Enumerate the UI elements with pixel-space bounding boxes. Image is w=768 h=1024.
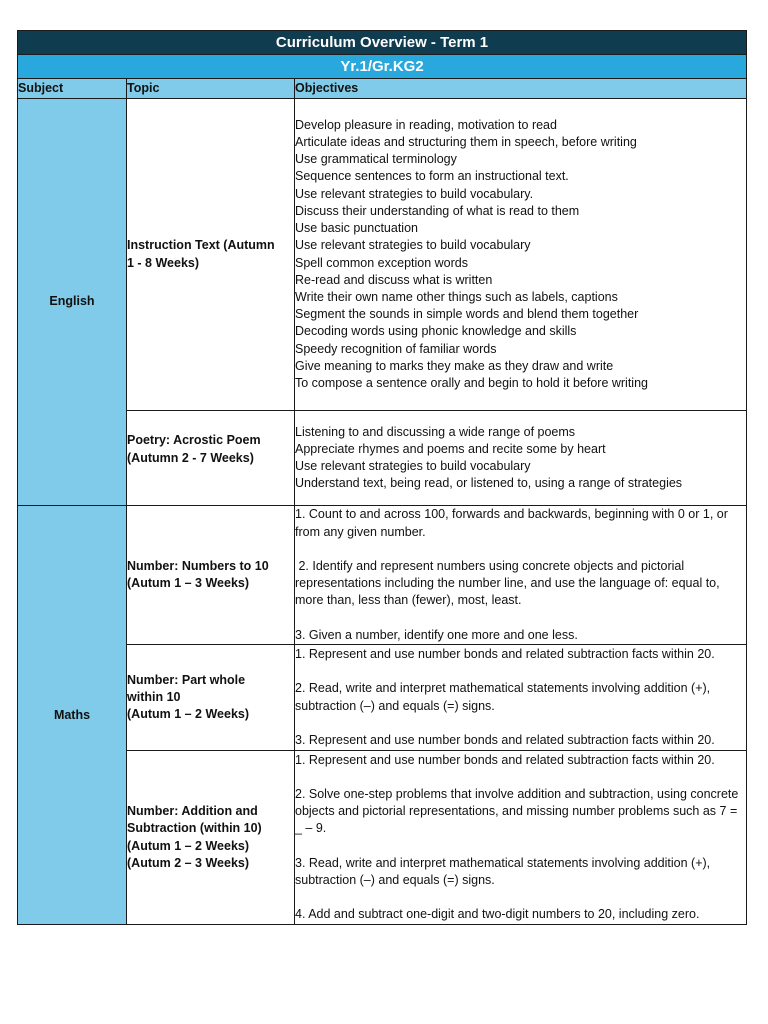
objectives-cell [295,506,747,645]
subject-name: Maths [53,707,91,722]
objective-item: Develop pleasure in reading, motivation to read [295,117,557,132]
subject-name: English [49,294,95,309]
table-row [18,645,747,751]
objective-item: 3. Given a number, identify one more and one less. [295,627,578,642]
objectives-cell [295,411,747,506]
grade-bar [18,55,747,79]
objective-item: Use relevant strategies to build vocabulary [295,459,531,474]
column-header-topic: Topic [127,79,295,99]
topic-title-line: (Autumn 2 - 7 Weeks) [127,450,254,465]
table-row [18,506,747,645]
topic-title-line: within 10 [127,690,181,705]
objective-item: Decoding words using phonic knowledge and skills [295,324,577,339]
objective-item: Write their own name other things such as labels, captions [295,289,618,304]
objectives-cell [295,99,747,411]
objective-item: Articulate ideas and structuring them in speech, before writing [295,135,637,150]
objective-item: Sequence sentences to form an instructional text. [295,169,569,184]
topic-cell [127,506,295,645]
table-row [18,411,747,506]
objectives-cell [295,751,747,925]
objective-item: Use basic punctuation [295,221,418,236]
topic-title-line: (Autum 1 – 2 Weeks) [127,707,250,722]
objective-item: Discuss their understanding of what is read to them [295,203,580,218]
topic-title-line: Number: Numbers to 10 [127,558,269,573]
objective-item: 2. Read, write and interpret mathematical statements involving addition (+), subtraction (–) and equals (=) signs. [295,681,714,713]
topic-title-line: Number: Addition and [127,804,258,819]
grade-row [18,55,747,79]
topic-title-line: (Autum 1 – 2 Weeks) [127,838,250,853]
topic-title-line: Poetry: Acrostic Poem [127,433,261,448]
objective-item: Understand text, being read, or listened to, using a range of strategies [295,476,683,491]
objective-item: 4. Add and subtract one-digit and two-digit numbers to 20, including zero. [295,907,700,922]
objective-item: 1. Count to and across 100, forwards and backwards, beginning with 0 or 1, or from any given number. [295,507,732,539]
topic-title-line: (Autum 1 – 3 Weeks) [127,576,250,591]
topic-title-line: (Autum 2 – 3 Weeks) [127,855,250,870]
objective-item: 2. Solve one-step problems that involve addition and subtraction, using concrete objects and pictorial representations, and missing number problems such as 7 = _ – 9. [295,787,742,836]
objectives-cell [295,645,747,751]
topic-cell [127,645,295,751]
objective-item: Segment the sounds in simple words and blend them together [295,307,639,322]
objective-item: Use grammatical terminology [295,152,457,167]
topic-cell [127,411,295,506]
column-header-objectives: Objectives [295,79,747,99]
curriculum-table [17,30,747,925]
topic-cell [127,751,295,925]
objective-item: 1. Represent and use number bonds and related subtraction facts within 20. [295,647,715,662]
objective-item: 3. Represent and use number bonds and related subtraction facts within 20. [295,733,715,748]
topic-title-line: Number: Part whole [127,672,246,687]
grade-label: Yr.1/Gr.KG2 [340,58,424,75]
objective-item: To compose a sentence orally and begin to hold it before writing [295,375,648,390]
objective-item: 3. Read, write and interpret mathematical statements involving addition (+), subtraction (–) and equals (=) signs. [295,855,714,888]
topic-title-line: Instruction Text (Autumn [127,238,275,253]
objective-item: Re-read and discuss what is written [295,272,493,287]
objective-item: Speedy recognition of familiar words [295,341,497,356]
objective-item: Listening to and discussing a wide range of poems [295,424,576,439]
table-row [18,751,747,925]
objective-item: Appreciate rhymes and poems and recite some by heart [295,441,606,456]
column-header-row [18,79,747,99]
document-title: Curriculum Overview - Term 1 [275,34,489,51]
title-bar [18,31,747,55]
table-row [18,99,747,411]
objective-item: 1. Represent and use number bonds and related subtraction facts within 20. [295,752,715,767]
topic-title-line: 1 - 8 Weeks) [127,255,200,270]
objective-item: 2. Identify and represent numbers using concrete objects and pictorial representations including the number line, and use the language of: equal to, more than, less than (fewer), most, least. [295,558,724,608]
objective-item: Spell common exception words [295,255,468,270]
objective-item: Give meaning to marks they make as they draw and write [295,358,614,373]
subject-cell-maths [18,506,127,925]
topic-title-line: Subtraction (within 10) [127,821,262,836]
title-row [18,31,747,55]
objective-item: Use relevant strategies to build vocabulary. [295,186,534,201]
objective-item: Use relevant strategies to build vocabulary [295,238,531,253]
subject-cell-english [18,99,127,506]
topic-cell [127,99,295,411]
column-header-subject: Subject [18,79,127,99]
